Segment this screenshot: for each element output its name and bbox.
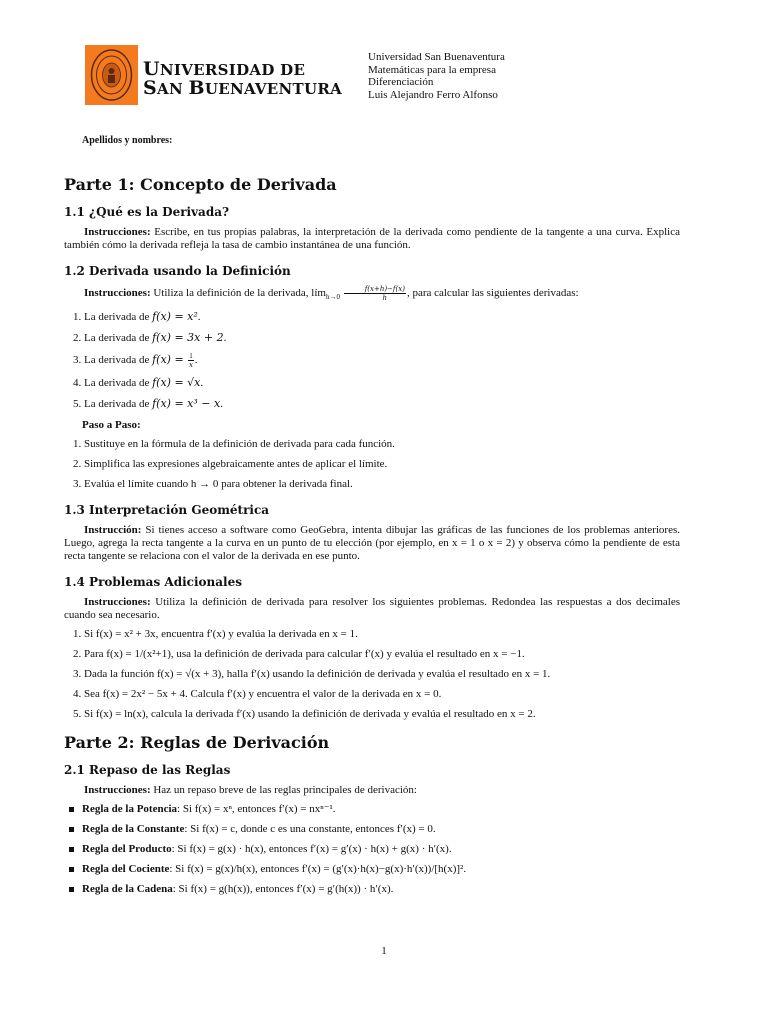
list-item: 1. Si f(x) = x² + 3x, encuentra f′(x) y evalúa la derivada en x = 1. xyxy=(84,628,680,641)
section-1-2-title: 1.2 Derivada usando la Definición xyxy=(64,264,291,278)
list-item xyxy=(82,803,680,816)
instructions-label: Instrucciones: xyxy=(84,287,151,300)
instructions-text: Escribe, en tus propias palabras, la interpretación de la derivada como pendiente de la tangente a una curva. Explica también cómo la derivada refleja la tasa de cambio instantánea de una función. xyxy=(64,226,680,251)
uni-line2-rest1: AN xyxy=(157,80,189,98)
fraction-numerator: f(x+h)−f(x) xyxy=(344,285,406,294)
rule-text: : Si f(x) = g(x)/h(x), entonces f′(x) = (g′(x)·h(x)−g(x)·h′(x))/[h(x)]². xyxy=(169,863,467,876)
item-text: La derivada de xyxy=(84,311,153,324)
item-end: . xyxy=(223,332,227,345)
meta-university: Universidad San Buenaventura xyxy=(368,51,505,63)
uni-initial-b: B xyxy=(188,77,205,99)
rule-name: Regla de la Cadena xyxy=(82,883,173,896)
list-item xyxy=(82,843,680,856)
instructions-text-end: , para calcular las siguientes derivadas: xyxy=(406,287,579,300)
list-item xyxy=(84,397,680,411)
section-1-2 xyxy=(64,264,680,491)
steps-list xyxy=(64,438,680,491)
uni-line2-rest2: UENAVENTURA xyxy=(204,80,343,98)
section-1-4-text xyxy=(64,596,680,622)
list-item: 3. Dada la función f(x) = √(x + 3), halla f′(x) usando la definición de derivada y evalúa el resultado en x = 1. xyxy=(84,668,680,681)
step-by-step-label: Paso a Paso: xyxy=(82,419,141,432)
item-math: f(x) = x² xyxy=(152,310,198,324)
uni-initial-u: U xyxy=(143,58,160,80)
item-fraction xyxy=(188,352,194,369)
document-content xyxy=(64,175,680,908)
limit-subscript: h→0 xyxy=(325,293,340,302)
rule-text: : Si f(x) = g(h(x)), entonces f′(x) = g′(h(x)) · h′(x). xyxy=(172,883,394,896)
section-1-3 xyxy=(64,503,680,563)
list-item xyxy=(82,863,680,876)
item-end: . xyxy=(194,354,198,367)
part1-title: Parte 1: Concepto de Derivada xyxy=(64,175,337,194)
section-1-4 xyxy=(64,575,680,721)
item-math: f(x) = 3x + 2 xyxy=(152,331,224,345)
list-item xyxy=(82,823,680,836)
item-math: f(x) = xyxy=(152,353,188,367)
section-1-3-title: 1.3 Interpretación Geométrica xyxy=(64,503,270,518)
list-item: 2. Para f(x) = 1/(x²+1), usa la definición de derivada para calcular f′(x) y evalúa el resultado en x = −1. xyxy=(84,648,680,661)
problems-list xyxy=(64,628,680,721)
list-item: 2. Simplifica las expresiones algebraicamente antes de aplicar el límite. xyxy=(84,458,680,471)
section-1-1-text xyxy=(64,226,680,252)
instructions-text: Utiliza la definición de la derivada, lím xyxy=(150,287,326,300)
section-1-4-title: 1.4 Problemas Adicionales xyxy=(64,575,242,590)
item-math: f(x) = x³ − x xyxy=(152,397,221,411)
instructions-text: Utiliza la definición de derivada para resolver los siguientes problemas. Redondea las respuestas a dos decimales cuando sea necesario. xyxy=(64,596,680,622)
seal-icon xyxy=(85,45,138,105)
rule-text: : Si f(x) = g(x) · h(x), entonces f′(x) = g′(x) · h(x) + g(x) · h′(x). xyxy=(171,843,452,856)
item-text: La derivada de xyxy=(84,398,153,411)
instructions-text: Haz un repaso breve de las reglas principales de derivación: xyxy=(150,784,417,797)
rule-name: Regla del Producto xyxy=(82,843,172,856)
list-item: 1. Sustituye en la fórmula de la definición de derivada para cada función. xyxy=(84,438,680,451)
rules-list xyxy=(64,803,680,896)
meta-author: Luis Alejandro Ferro Alfonso xyxy=(368,88,498,101)
document-meta xyxy=(368,51,505,101)
item-end: . xyxy=(200,377,204,390)
section-2-1 xyxy=(64,763,680,896)
fraction-denominator: x xyxy=(188,361,193,370)
instructions-label: Instrucciones: xyxy=(84,784,151,797)
item-text: La derivada de xyxy=(84,354,153,367)
part2-title: Parte 2: Reglas de Derivación xyxy=(64,733,330,753)
rule-text: : Si f(x) = xⁿ, entonces f′(x) = nxⁿ⁻¹. xyxy=(177,803,336,816)
instruction-label: Instrucción: xyxy=(84,524,142,537)
university-name xyxy=(143,60,342,98)
instructions-label: Instrucciones: xyxy=(84,226,151,238)
rule-name: Regla de la Potencia xyxy=(82,803,178,816)
rule-name: Regla de la Constante xyxy=(82,823,185,836)
uni-line1-rest: NIVERSIDAD DE xyxy=(159,61,306,79)
section-1-1-title: 1.1 ¿Qué es la Derivada? xyxy=(64,205,230,219)
item-end: . xyxy=(197,311,201,324)
item-text: La derivada de xyxy=(84,332,153,345)
list-item xyxy=(82,883,680,896)
item-end: . xyxy=(220,398,223,411)
page-number: 1 xyxy=(381,945,387,957)
uni-initial-s: S xyxy=(143,77,158,99)
list-item xyxy=(84,376,680,390)
item-math: f(x) = √x xyxy=(152,376,201,390)
definition-fraction xyxy=(344,285,406,302)
list-item xyxy=(84,352,680,369)
instructions-label: Instrucciones: xyxy=(84,596,151,609)
list-item xyxy=(84,331,680,345)
section-1-3-text xyxy=(64,524,680,563)
list-item: 4. Sea f(x) = 2x² − 5x + 4. Calcula f′(x) y encuentra el valor de la derivada en x = 0. xyxy=(84,688,680,701)
list-item xyxy=(84,310,680,324)
university-seal-logo xyxy=(85,45,138,105)
meta-course: Matemáticas para la empresa xyxy=(368,63,496,76)
section-2-1-text xyxy=(64,784,680,797)
list-item: 3. Evalúa el límite cuando h → 0 para obtener la derivada final. xyxy=(84,478,680,491)
section-1-2-text xyxy=(64,285,680,304)
meta-topic: Diferenciación xyxy=(368,76,434,88)
fraction-numerator: 1 xyxy=(189,352,193,361)
instruction-text: Si tienes acceso a software como GeoGebra, intenta dibujar las gráficas de las funciones de los problemas anteriores. Luego, agrega la recta tangente a la curva en un punto de tu elección (por ejemplo, en x = 1 o x = 2) y observa cómo la pendiente de esta recta tangente se relaciona con el valor de la derivada en ese punto. xyxy=(64,524,680,563)
list-item: 5. Si f(x) = ln(x), calcula la derivada f′(x) usando la definición de derivada y evalúa el resultado en x = 2. xyxy=(84,708,680,721)
rule-name: Regla del Cociente xyxy=(82,863,170,876)
section-2-1-title: 2.1 Repaso de las Reglas xyxy=(64,763,231,778)
fraction-denominator: h xyxy=(382,294,388,302)
rule-text: : Si f(x) = c, donde c es una constante, entonces f′(x) = 0. xyxy=(184,823,436,836)
derivative-list xyxy=(64,310,680,411)
item-text: La derivada de xyxy=(84,377,153,390)
names-label: Apellidos y nombres: xyxy=(82,135,173,146)
section-1-1 xyxy=(64,205,680,252)
